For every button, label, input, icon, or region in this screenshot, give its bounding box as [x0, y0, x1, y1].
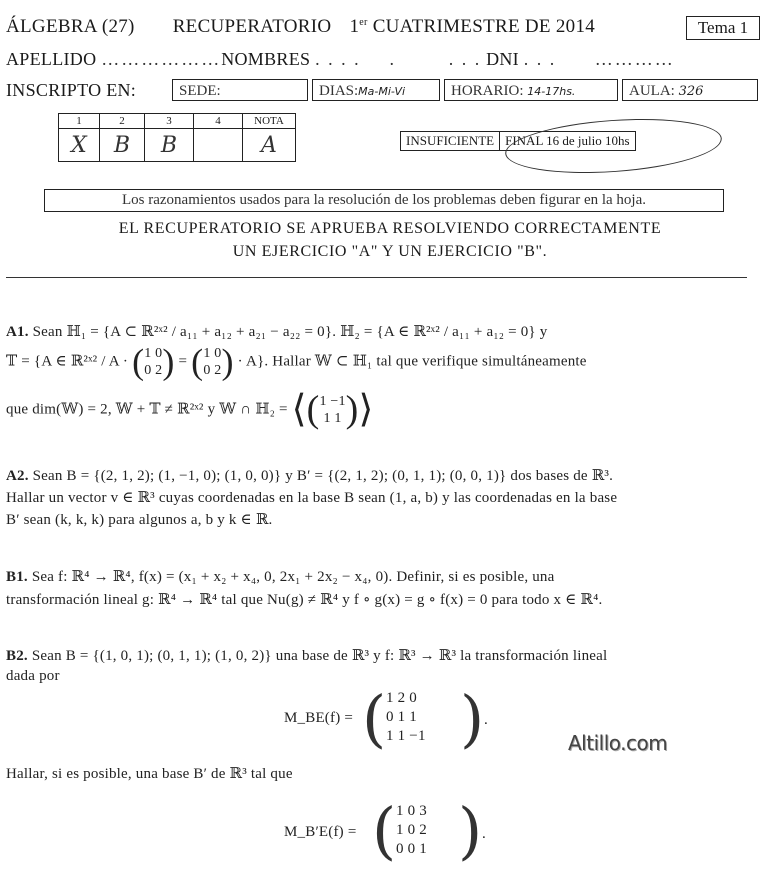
- a1-m1-row2: 0 2: [144, 363, 163, 378]
- nombres-dots: . . . .: [315, 49, 361, 69]
- aula-box: [622, 79, 758, 101]
- problem-b1-label: B1.: [6, 569, 28, 585]
- dias-value: Ma-Mi-Vi: [358, 85, 406, 98]
- b2-matrix2-body: [396, 802, 427, 859]
- a1-gen-row1: 1 −1: [319, 394, 346, 409]
- problem-a1-matrix-left: (1 0 0 2): [132, 341, 175, 382]
- problem-b2-line1: [6, 646, 607, 665]
- aula-value: 326: [678, 84, 704, 99]
- problem-a2-line1: [6, 466, 613, 485]
- problem-a1-text2-start: 𝕋 = {A ∈ ℝ²ˣ² / A ·: [6, 353, 129, 370]
- grade-value-row: [59, 129, 296, 162]
- b2-m2-row1: 1 0 3: [396, 803, 427, 819]
- problem-b2-label: B2.: [6, 648, 28, 664]
- b2-matrix1-lparen: (: [362, 682, 387, 755]
- exam-title: [6, 16, 595, 38]
- student-info-row: [6, 49, 675, 70]
- problem-a2-label: A2.: [6, 468, 29, 484]
- problem-a1-eq: =: [178, 353, 188, 370]
- grade-header-3: 3: [145, 114, 194, 129]
- b2-m1-row1: 1 2 0: [386, 690, 417, 706]
- divider: [6, 277, 747, 278]
- sede-box: [172, 79, 308, 101]
- b2-matrix2-period: .: [482, 826, 486, 842]
- dni-dots-after: . . .: [523, 49, 557, 69]
- dni-label: DNI: [486, 49, 519, 69]
- rule-line-1: EL RECUPERATORIO SE APRUEBA RESOLVIENDO CORRECTAMENTE: [118, 220, 662, 237]
- b2-matrix1-period: .: [484, 712, 488, 728]
- problem-b2-line2: dada por: [6, 668, 60, 684]
- result-final-date: FINAL 16 de julio 10hs: [499, 132, 634, 150]
- inscripto-label: INSCRIPTO EN:: [6, 80, 137, 100]
- nombres-label: NOMBRES: [221, 49, 311, 69]
- result-status: INSUFICIENTE: [406, 133, 495, 148]
- b2-matrix2-label: M_B′E(f) =: [284, 824, 357, 840]
- grade-header-1: 1: [59, 114, 100, 129]
- dias-label: DIAS:: [319, 83, 359, 99]
- apellido-dots: ………………: [101, 49, 222, 69]
- problem-a1-line1: [6, 322, 548, 341]
- problem-b1-line1: [6, 567, 554, 586]
- grade-header-row: [59, 114, 296, 129]
- problem-a1-line3: [6, 388, 374, 431]
- a1-m2-row2: 0 2: [203, 363, 222, 378]
- b2-m1-row2: 0 1 1: [386, 709, 417, 725]
- hand-drawn-oval: [503, 112, 723, 179]
- apellido-label: APELLIDO: [6, 49, 97, 69]
- notice-box: Los razonamientos usados para la resolución de los problemas deben figurar en la hoja.: [44, 189, 724, 212]
- tail-dots: …………: [594, 49, 675, 69]
- problem-a1-label: A1.: [6, 324, 29, 340]
- title-superscript: er: [359, 17, 368, 28]
- grade-value-4: [194, 129, 243, 162]
- grade-value-3: B: [145, 129, 194, 162]
- grade-value-1: X: [59, 129, 100, 162]
- title-number: 1: [349, 16, 360, 37]
- b2-matrix2-lparen: (: [372, 794, 397, 867]
- problem-a2-line2: Hallar un vector v ∈ ℝ³ cuyas coordenadas en la base B sean (1, a, b) y las coordenadas en la base: [6, 490, 618, 506]
- b2-matrix1-label: M_BE(f) =: [284, 710, 353, 726]
- problem-a1-line2: [6, 341, 587, 382]
- dni-dots-before: . . .: [448, 49, 482, 69]
- title-exam-type: RECUPERATORIO: [172, 16, 332, 37]
- horario-value: 14-17hs.: [527, 85, 576, 98]
- grade-value-2: B: [100, 129, 145, 162]
- title-term: CUATRIMESTRE DE 2014: [372, 16, 596, 37]
- problem-b1-text1: Sea f: ℝ⁴ → ℝ⁴, f(x) = (x₁ + x₂ + x₄, 0, 2x₁ + 2x₂ − x₄, 0). Definir, si es posible, una: [31, 569, 555, 585]
- problem-a1-text1: Sean ℍ₁ = {A ⊂ ℝ²ˣ² / a₁₁ + a₁₂ + a₂₁ − a₂₂ = 0}. ℍ₂ = {A ∈ ℝ²ˣ² / a₁₁ + a₁₂ = 0} y: [32, 324, 548, 340]
- problem-a1-generator: ⟨(1 −1 1 1 )⟩: [291, 388, 374, 431]
- problem-a1-text2-end: · A}. Hallar 𝕎 ⊂ ℍ₁ tal que verifique simultáneamente: [237, 353, 587, 370]
- rule-line-2: UN EJERCICIO "A" Y UN EJERCICIO "B".: [232, 243, 548, 260]
- b2-m1-row3: 1 1 −1: [386, 728, 426, 744]
- grade-header-2: 2: [100, 114, 145, 129]
- grade-value-nota: A: [243, 129, 296, 162]
- sede-label: SEDE:: [179, 83, 221, 99]
- aula-label: AULA:: [629, 83, 675, 99]
- problem-b2-text1: Sean B = {(1, 0, 1); (0, 1, 1); (1, 0, 2)} una base de ℝ³ y f: ℝ³ → ℝ³ la transformación lineal: [31, 648, 608, 664]
- problem-a1-text3: que dim(𝕎) = 2, 𝕎 + 𝕋 ≠ ℝ²ˣ² y 𝕎 ∩ ℍ₂ =: [6, 401, 288, 418]
- b2-m2-row3: 0 0 1: [396, 841, 427, 857]
- grade-table: [58, 113, 296, 162]
- horario-label: HORARIO:: [451, 83, 524, 99]
- b2-matrix1-body: [386, 689, 426, 746]
- grade-header-4: 4: [194, 114, 243, 129]
- tema-box: Tema 1: [686, 16, 760, 40]
- problem-b2-line3: Hallar, si es posible, una base B′ de ℝ³ tal que: [6, 766, 293, 782]
- a1-m1-row1: 1 0: [144, 346, 163, 361]
- problem-a2-line3: B′ sean (k, k, k) para algunos a, b y k ∈ ℝ.: [6, 512, 273, 528]
- b2-matrix2-rparen: ): [458, 794, 483, 867]
- problem-a1-matrix-right: (1 0 0 2): [191, 341, 234, 382]
- grade-header-nota: NOTA: [243, 114, 296, 129]
- dias-box: [312, 79, 440, 101]
- watermark-logo: Altillo.com: [568, 731, 668, 755]
- b2-matrix1-rparen: ): [460, 682, 485, 755]
- problem-a2-text1: Sean B = {(2, 1, 2); (1, −1, 0); (1, 0, 0)} y B′ = {(2, 1, 2); (0, 1, 1); (0, 0, 1)} dos bases de ℝ³.: [32, 468, 614, 484]
- title-subject: ÁLGEBRA (27): [6, 16, 135, 37]
- problem-b1-line2: transformación lineal g: ℝ⁴ → ℝ⁴ tal que Nu(g) ≠ ℝ⁴ y f ∘ g(x) = g ∘ f(x) = 0 para todo x ∈ ℝ⁴.: [6, 592, 603, 608]
- a1-m2-row1: 1 0: [203, 346, 222, 361]
- horario-box: [444, 79, 618, 101]
- mid-dot: .: [389, 49, 396, 69]
- a1-gen-row2: 1 1: [323, 411, 342, 426]
- b2-m2-row2: 1 0 2: [396, 822, 427, 838]
